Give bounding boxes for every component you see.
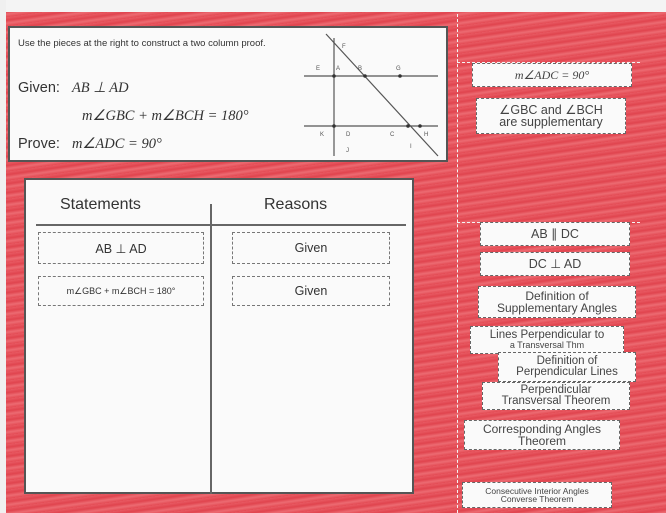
label-h: H	[424, 132, 429, 138]
geometry-diagram	[290, 32, 446, 160]
card-text-line-2: a Transversal Thm	[509, 340, 585, 351]
card-text: AB ∥ DC	[531, 226, 579, 241]
card-definition-supplementary[interactable]	[478, 286, 636, 318]
given-line-1	[18, 80, 129, 97]
label-c: C	[390, 132, 395, 138]
card-supplementary-angles[interactable]	[476, 98, 626, 134]
card-text-line-2: Perpendicular Lines	[516, 366, 618, 378]
label-f: F	[342, 44, 346, 50]
label-b: B	[358, 66, 363, 72]
label-e: E	[316, 66, 321, 72]
reason-slot-2[interactable]: Given	[232, 276, 390, 306]
card-consecutive-interior-angles[interactable]	[462, 482, 612, 508]
card-angle-adc-90[interactable]	[472, 63, 632, 87]
card-text-line-1: Perpendicular	[520, 383, 592, 396]
given-label: Given:	[18, 80, 60, 96]
given-statement-1: AB ⊥ AD	[71, 80, 129, 96]
card-text-line-1: Definition of	[536, 354, 598, 367]
card-text-line-2: Transversal Theorem	[501, 395, 611, 407]
card-text-line-1: Definition of	[525, 289, 589, 303]
card-text-line-1: Consecutive Interior Angles	[485, 485, 589, 496]
card-corresponding-angles[interactable]	[464, 420, 620, 450]
card-definition-perpendicular[interactable]	[498, 352, 636, 382]
label-g: G	[396, 66, 401, 72]
statement-slot-2[interactable]: m∠GBC + m∠BCH = 180°	[38, 276, 204, 306]
label-i: I	[410, 144, 412, 150]
card-text-line-2: are supplementary	[499, 115, 603, 129]
label-k: K	[320, 132, 325, 138]
column-divider	[210, 204, 212, 494]
card-text-line-1: Lines Perpendicular to	[489, 328, 605, 341]
drop-zone-border	[457, 14, 458, 513]
given-statement-2: m∠GBC + m∠BCH = 180°	[82, 108, 249, 124]
reasons-header: Reasons	[264, 196, 328, 213]
reason-slot-1[interactable]: Given	[232, 232, 390, 264]
card-lines-perpendicular-transversal[interactable]	[470, 326, 624, 354]
given-line-2	[82, 108, 249, 125]
card-text-line-1: Corresponding Angles	[482, 422, 602, 436]
card-text-line-1: ∠GBC and ∠BCH	[499, 102, 603, 117]
prove-statement: m∠ADC = 90°	[71, 136, 162, 152]
prove-label: Prove:	[18, 136, 60, 152]
card-text-line-2: Supplementary Angles	[496, 301, 618, 315]
label-d: D	[346, 132, 351, 138]
card-text: DC ⊥ AD	[528, 256, 582, 271]
left-margin	[0, 0, 6, 513]
statements-header: Statements	[60, 196, 141, 213]
statement-slot-1[interactable]: AB ⊥ AD	[38, 232, 204, 264]
instructions: Use the pieces at the right to construct a two column proof.	[18, 38, 266, 49]
problem-panel	[8, 26, 448, 162]
card-text-line-2: Theorem	[517, 434, 567, 448]
card-dc-perp-ad[interactable]	[480, 252, 630, 276]
card-text: m∠ADC = 90°	[514, 68, 590, 82]
card-perpendicular-transversal[interactable]	[482, 382, 630, 410]
label-a: A	[336, 66, 341, 72]
top-margin	[0, 0, 666, 12]
label-j: J	[346, 148, 349, 154]
prove-line	[18, 136, 162, 153]
proof-table	[24, 178, 414, 494]
card-ab-parallel-dc[interactable]	[480, 222, 630, 246]
card-text-line-2: Converse Theorem	[500, 494, 574, 504]
header-divider	[36, 224, 406, 226]
